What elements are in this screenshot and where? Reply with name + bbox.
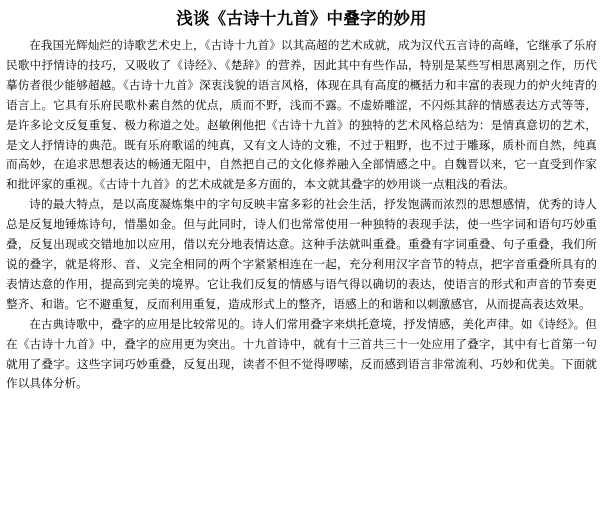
article-paragraph-1: 在我国光辉灿烂的诗歌艺术史上，《古诗十九首》以其高超的艺术成就，成为汉代五言诗的高峰，它继承了乐府民歌中抒情诗的技巧，又吸收了《诗经》、《楚辞》的营养，因此其中有些作品，特别是某些写相思离别之作，历代摹仿者很少能够超越。《古诗十九首》深衷浅貌的语言风格，体现在具有高度的概括力和丰富的表现力的炉火纯青的语言上。它具有乐府民歌朴素自然的优点，质而不野，浅而不露。不虚娇雕涩，不闪烁其辞的情感表达方式等等，是许多论文反复重复、极力称道之处。赵敏俐他把《古诗十九首》的独特的艺术风格总结为：是情真意切的艺术，是文人抒情诗的典范。既有乐府歌谣的纯真，又有文人诗的文雅，不过于粗野，也不过于雕琢，质朴而自然，纯真而高妙，在追求思想表达的畅通无阻中，自然把自己的文化修养融入全部情感之中。自魏晋以来，它一直受到作家和批评家的重视。《古诗十九首》的艺术成就是多方面的，本文就其叠字的妙用谈一点粗浅的看法。 [6, 38, 597, 192]
article-title: 浅谈《古诗十九首》中叠字的妙用 [176, 9, 427, 28]
article-paragraph-2: 诗的最大特点，是以高度凝炼集中的字句反映丰富多彩的社会生活，抒发饱满而浓烈的思想感情，优秀的诗人总是反复地锤炼诗句，惜墨如金。但与此同时，诗人们也常常使用一种独特的表现手法，使一些字词和语句巧妙重叠，反复出现或交错地加以应用，借以充分地表情达意。这种手法就叫重叠。重叠有字词重叠、句子重叠，我们所说的叠字，就是将形、音、义完全相同的两个字紧紧相连在一起，充分利用汉字音节的特点，把字音重叠所具有的表情达意的作用，提高到完美的境界。它让我们反复的情感与语气得以确切的表达，使语言的形式和声音的节奏更整齐、和谐。它不避重复，反而利用重复，造成形式上的整齐，语感上的和谐和以刺激感官，从而提高表达效果。 [6, 197, 597, 311]
article-paragraph-3: 在古典诗歌中，叠字的应用是比较常见的。诗人们常用叠字来烘托意境，抒发情感，美化声律。如《诗经》。但在《古诗十九首》中，叠字的应用更为突出。十九首诗中，就有十三首共三十一处应用了叠字，其中有七首第一句就用了叠字。这些字词巧妙重叠，反复出现，读者不但不觉得啰嗦，反而感到语言非常流利、巧妙和优美。下面就作以具体分析。 [6, 316, 597, 391]
